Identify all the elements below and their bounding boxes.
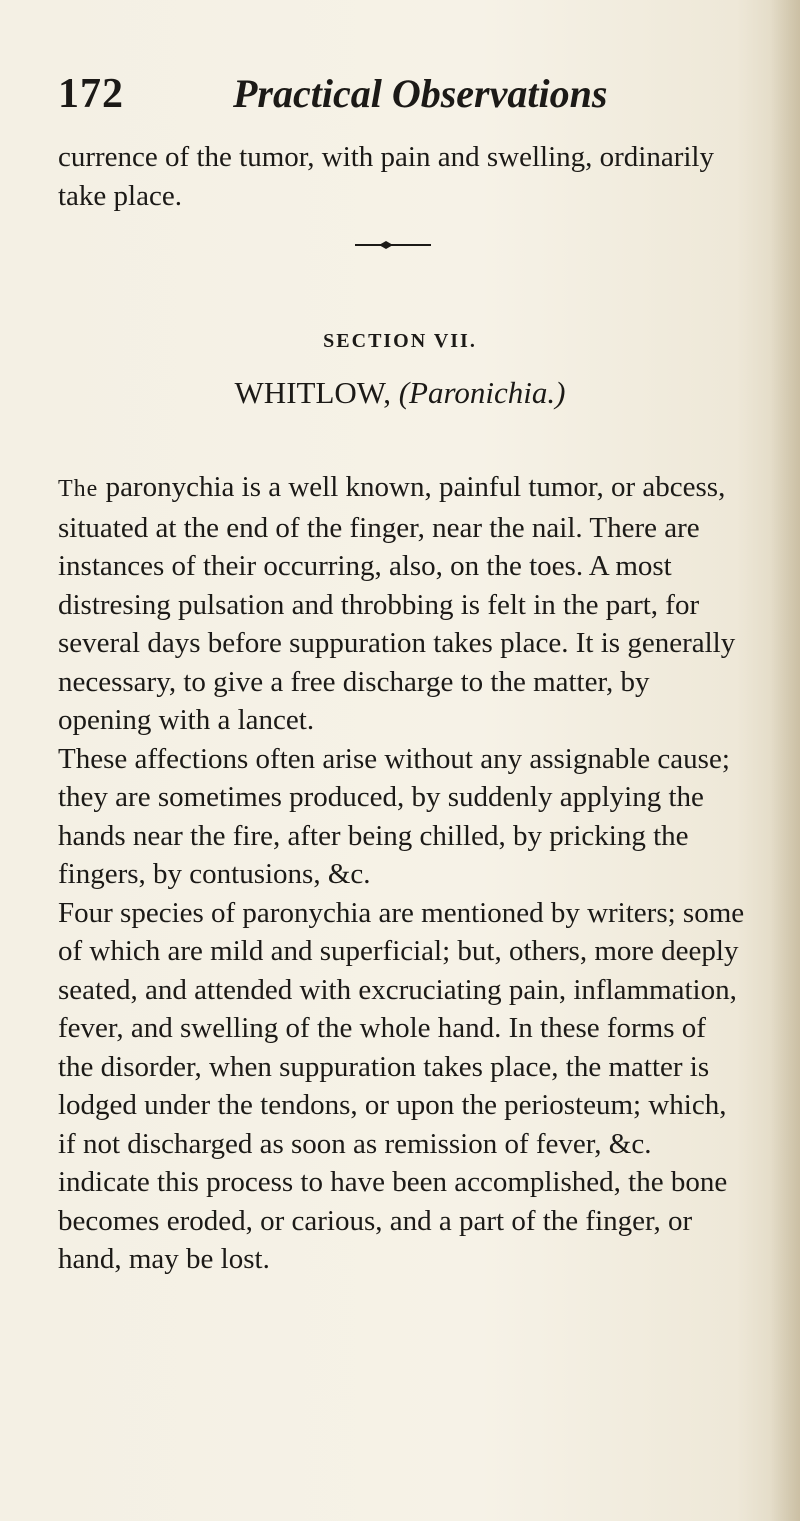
paragraph-3: Four species of paronychia are mentioned by writers; some of which are mild and superficial; but, others, more deeply seated, and attended with excruciating pain, inflammation, fever, and swelling of the whole hand. In these forms of the disorder, when suppuration takes place, the matter is lodged under the tendons, or upon the periosteum; which, if not discharged as soon as remission of fever, &c. indicate this process to have been accomplished, the bone becomes eroded, or carious, and a part of the finger, or hand, may be lost. [58,896,745,1275]
section-label: SECTION VII. [323,330,477,352]
paragraph-lead-word: The [58,476,99,502]
section-title-latin: (Paronichia.) [398,375,566,410]
page-edge-shadow [770,0,800,1521]
paragraph-2: These affections often arise without any assignable cause; they are sometimes produced, by suddenly applying the hands near the fire, after being chilled, by pricking the fingers, by contusions, &c. [58,742,730,890]
paragraph-1 [58,468,748,740]
section-title-main: WHITLOW, [234,375,391,410]
running-head [58,70,678,130]
section-body [58,468,748,1279]
page-number: 172 [58,71,124,117]
running-title: Practical Observations [233,71,608,116]
paragraph-1-text: paronychia is a well known, painful tumor, or abcess, situated at the end of the finger, near the nail. There are instances of their occurring, also, on the toes. A most distresing pulsation and throbbing is felt in the part, for several days before suppuration takes place. It is generally necessary, to give a free discharge to the matter, by opening with a lancet. [58,471,736,736]
section-title [0,375,800,411]
ornamental-rule [355,240,431,250]
continuation-paragraph: currence of the tumor, with pain and swelling, ordinarily take place. [58,141,714,212]
